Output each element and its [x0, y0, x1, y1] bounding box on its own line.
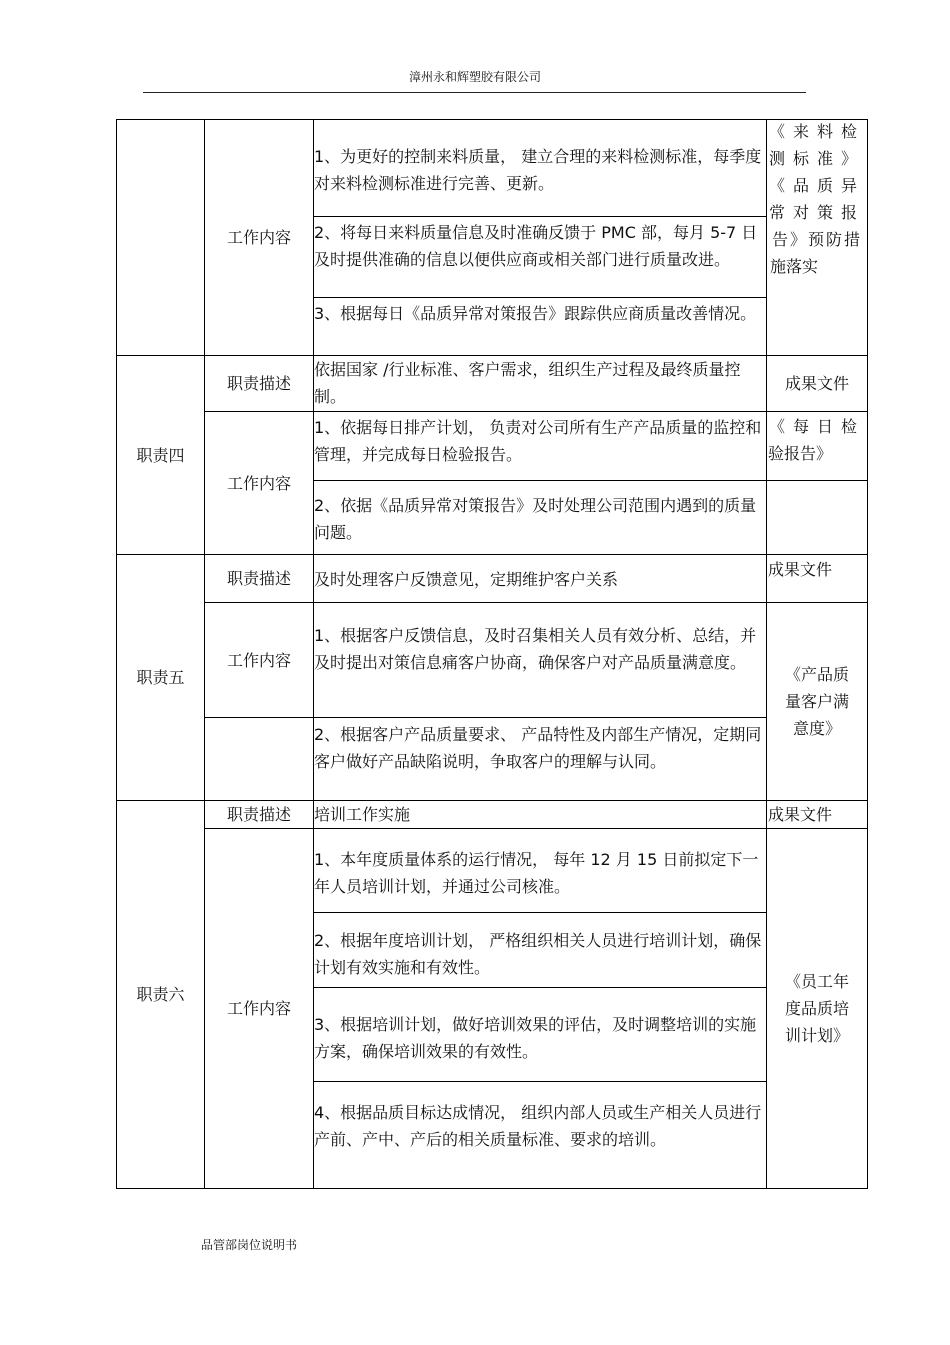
duty-label: 职责四: [136, 445, 185, 465]
result-file-header: 成果文件: [768, 805, 833, 824]
duty-label: 职责六: [136, 985, 185, 1004]
duty-label: 职责五: [136, 668, 185, 687]
task-divider: [313, 987, 767, 988]
result-line: 告》预防措: [771, 230, 862, 249]
task-divider: [313, 297, 767, 298]
duty-description: 培训工作实施: [314, 805, 411, 824]
task-divider: [313, 1081, 767, 1082]
result-line: 《每日检: [768, 417, 865, 436]
task-item: 2、将每日来料质量信息及时准确反馈于 PMC 部，每月 5-7 日及时提供准确的信息以便供应商或相关部门进行质量改进。: [314, 223, 758, 269]
work-content-label: 工作内容: [226, 999, 291, 1018]
result-line: 施落实: [770, 257, 819, 276]
result-line: 常对策报: [768, 203, 865, 222]
task-item: 2、根据客户产品质量要求、 产品特性及内部生产情况，定期同客户做好产品缺陷说明，争取客户的理解与认同。: [314, 725, 762, 771]
task-divider: [313, 480, 867, 481]
footer-doc-title: 品管部岗位说明书: [201, 1238, 298, 1252]
duty-description-label: 职责描述: [226, 374, 291, 393]
table-border-right: [867, 119, 868, 1189]
task-item: 1、为更好的控制来料质量， 建立合理的来料检测标准，每季度对来料检测标准进行完善、更新。: [314, 147, 762, 193]
task-item: 3、根据每日《品质异常对策报告》跟踪供应商质量改善情况。: [314, 304, 757, 323]
result-line: 量客户满: [784, 692, 849, 711]
result-line: 训计划》: [784, 1026, 849, 1045]
duty-description-label: 职责描述: [226, 569, 291, 588]
result-file: [767, 603, 867, 800]
task-item: 2、依据《品质异常对策报告》及时处理公司范围内遇到的质量问题。: [314, 496, 757, 542]
result-file: [768, 413, 866, 467]
task-divider: [204, 717, 767, 718]
task-divider: [313, 912, 767, 913]
table-border-bottom: [116, 1188, 868, 1189]
task-item: 1、依据每日排产计划， 负责对公司所有生产产品质量的监控和管理，并完成每日检验报告。: [314, 418, 762, 464]
task-item: 3、根据培训计划，做好培训效果的评估，及时调整培训的实施方案，确保培训效果的有效性。: [314, 1015, 757, 1061]
result-line: 《员工年: [784, 972, 849, 991]
duty-description: 依据国家 /行业标准、客户需求，组织生产过程及最终质量控制。: [314, 360, 741, 406]
result-line: 度品质培: [784, 999, 849, 1018]
header-rule: [143, 92, 806, 93]
duty-description: 及时处理客户反馈意见，定期维护客户关系: [314, 570, 619, 589]
result-line: 《产品质: [784, 665, 849, 684]
result-file-header: 成果文件: [768, 560, 833, 579]
result-line: 验报告》: [768, 444, 833, 463]
result-file: [768, 118, 866, 280]
result-file-header: 成果文件: [784, 374, 849, 393]
result-line: 《来料检: [768, 122, 865, 141]
task-item: 1、根据客户反馈信息，及时召集相关人员有效分析、总结，并及时提出对策信息痛客户协商，确保客户对产品质量满意度。: [314, 626, 757, 672]
company-header: 漳州永和辉塑胶有限公司: [408, 70, 541, 84]
task-divider: [313, 216, 767, 217]
task-item: 4、根据品质目标达成情况， 组织内部人员或生产相关人员进行产前、产中、产后的相关质量标准、要求的培训。: [314, 1103, 762, 1149]
duty-description-label: 职责描述: [226, 805, 291, 824]
result-line: 测标准》: [768, 149, 865, 168]
work-content-label: 工作内容: [226, 650, 291, 670]
result-line: 《品质异: [768, 176, 865, 195]
result-file: [767, 829, 867, 1188]
task-item: 2、根据年度培训计划， 严格组织相关人员进行培训计划，确保计划有效实施和有效性。: [314, 931, 762, 977]
work-content-label: 工作内容: [226, 228, 291, 247]
task-item: 1、本年度质量体系的运行情况， 每年 12 月 15 日前拟定下一年人员培训计划，并通过公司核准。: [314, 850, 759, 896]
result-line: 意度》: [792, 719, 841, 738]
work-content-label: 工作内容: [226, 473, 291, 493]
